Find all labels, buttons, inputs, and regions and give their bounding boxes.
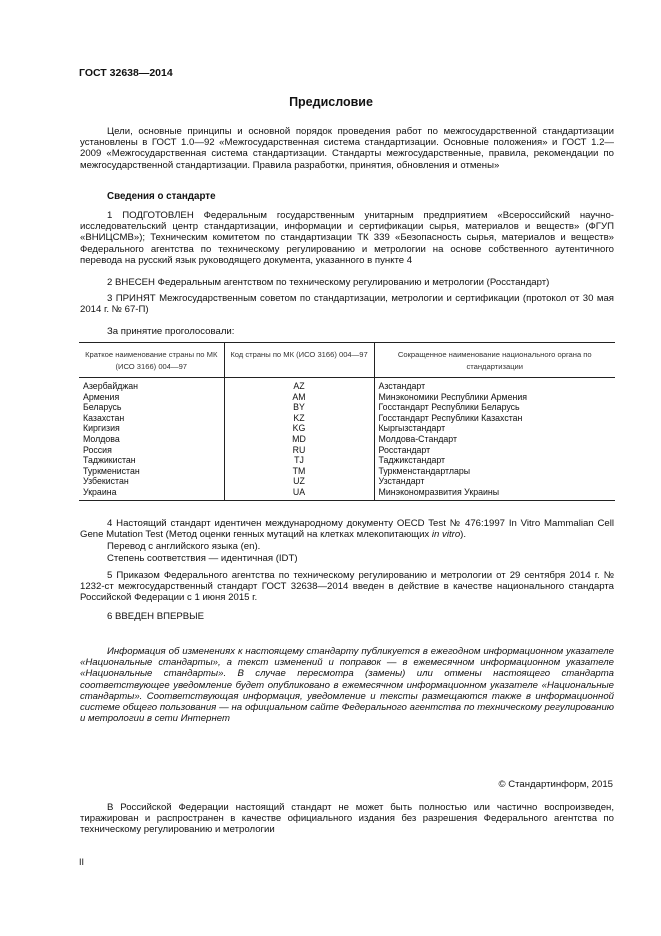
national-body: Молдова-Стандарт bbox=[374, 434, 615, 445]
table-row bbox=[79, 413, 615, 424]
country-code: AZ bbox=[224, 378, 374, 392]
country-code: UA bbox=[224, 487, 374, 500]
country-name: Туркменистан bbox=[83, 465, 140, 476]
national-body: Азстандарт bbox=[374, 378, 615, 392]
table-row bbox=[79, 455, 615, 466]
table-row bbox=[79, 392, 615, 403]
country-code: KG bbox=[224, 423, 374, 434]
standard-code: ГОСТ 32638—2014 bbox=[79, 67, 173, 79]
table-row bbox=[79, 476, 615, 487]
table-row bbox=[79, 434, 615, 445]
header-country-name: Краткое наименование страны по МК (ИСО 3166) 004—97 bbox=[79, 343, 224, 378]
national-body: Минэкономразвития Украины bbox=[374, 487, 615, 500]
country-name: Армения bbox=[83, 391, 120, 402]
national-body: Туркменстандартлары bbox=[374, 466, 615, 477]
voting-table bbox=[79, 342, 615, 501]
item-4-text: 4 Настоящий стандарт идентичен международному документу OECD Test № 476:1997 In Vitro Mammalian Cell Gene Mutation Test (Метод оценки генных мутаций на клетках млекопитающих bbox=[80, 518, 614, 541]
national-body: Госстандарт Республики Казахстан bbox=[374, 413, 615, 424]
table-row bbox=[79, 466, 615, 477]
item-1-prepared: 1 ПОДГОТОВЛЕН Федеральным государственным унитарным предприятием «Всероссийский научно-исследовательский центр стандартизации, информации и сертификации сырья, материалов и веществ» (ФГУП «ВНИЦСМВ»); Техническим комитетом по стандартизации ТК 339 «Безопасность сырья, материалов и веществ» Федерального агентства по техническому регулированию и метрологии на основе собственного аутентичного перевода на русский язык руководящего документа, указанного в пункте 4 bbox=[80, 210, 614, 266]
country-code: MD bbox=[224, 434, 374, 445]
national-body: Минэкономики Республики Армения bbox=[374, 392, 615, 403]
item-2-submitted: 2 ВНЕСЕН Федеральным агентством по техническому регулированию и метрологии (Росстандарт) bbox=[107, 277, 550, 288]
header-national-body: Сокращенное наименование национального органа по стандартизации bbox=[374, 343, 615, 378]
country-name: Россия bbox=[83, 444, 112, 455]
country-code: UZ bbox=[224, 476, 374, 487]
page-number: II bbox=[79, 857, 85, 867]
country-code: TM bbox=[224, 466, 374, 477]
country-name: Киргизия bbox=[83, 423, 120, 434]
country-name: Украина bbox=[79, 487, 224, 500]
table-row bbox=[79, 402, 615, 413]
item-6-introduced: 6 ВВЕДЕН ВПЕРВЫЕ bbox=[107, 611, 205, 622]
country-code: TJ bbox=[224, 455, 374, 466]
country-name: Азербайджан bbox=[83, 381, 138, 391]
table-row bbox=[79, 378, 615, 392]
country-name: Казахстан bbox=[83, 412, 125, 423]
copyright: © Стандартинформ, 2015 bbox=[498, 779, 613, 790]
page-title: Предисловие bbox=[289, 95, 373, 109]
item-5-order: 5 Приказом Федерального агентства по техническому регулированию и метрологии от 29 сентября 2014 г. № 1232-ст межгосударственный стандарт ГОСТ 32638—2014 введен в действие в качестве национального стандарта Российской Федерации с 1 июня 2015 г. bbox=[80, 570, 614, 604]
conformity-line: Степень соответствия — идентичная (IDT) bbox=[107, 553, 298, 564]
item-4-text-end: ). bbox=[460, 529, 467, 541]
reproduction-notice: В Российской Федерации настоящий стандарт не может быть полностью или частично воспроизведен, тиражирован и распространен в качестве официального издания без разрешения Федерального агентства по техническому регулированию и метрологии bbox=[80, 802, 614, 836]
table-row bbox=[79, 445, 615, 456]
country-code: AM bbox=[224, 392, 374, 403]
voted-label: За принятие проголосовали: bbox=[107, 326, 235, 337]
table-row bbox=[79, 423, 615, 434]
national-body: Кыргызстандарт bbox=[374, 423, 615, 434]
national-body: Узстандарт bbox=[374, 476, 615, 487]
national-body: Госстандарт Республики Беларусь bbox=[374, 402, 615, 413]
country-name: Таджикистан bbox=[83, 455, 136, 466]
table-row bbox=[79, 487, 615, 500]
country-name: Беларусь bbox=[83, 402, 122, 413]
country-name: Узбекистан bbox=[83, 476, 129, 487]
amendments-notice: Информация об изменениях к настоящему стандарту публикуется в ежегодном информационном указателе «Национальные стандарты», а текст изменений и поправок — в ежемесячном информационном указателе «Национальные стандарты». В случае пересмотра (замены) или отмены настоящего стандарта соответствующее уведомление будет опубликовано в ежемесячном информационном указателе «Национальные стандарты». Соответствующая информация, уведомление и тексты размещаются также в информационной системе общего пользования — на официальном сайте Федерального агентства по техническому регулированию и метрологии в сети Интернет bbox=[80, 646, 614, 725]
country-name: Молдова bbox=[83, 433, 120, 444]
intro-paragraph: Цели, основные принципы и основной порядок проведения работ по межгосударственной стандартизации установлены в ГОСТ 1.0—92 «Межгосударственная система стандартизации. Основные положения» и ГОСТ 1.2—2009 «Межгосударственная система стандартизации. Стандарты межгосударственные, правила, рекомендации по межгосударственной стандартизации. Правила разработки, принятия, обновления и отмены» bbox=[80, 126, 614, 171]
country-code: RU bbox=[224, 445, 374, 456]
header-country-code: Код страны по МК (ИСО 3166) 004—97 bbox=[224, 343, 374, 378]
item-4-italic: in vitro bbox=[431, 529, 461, 541]
info-heading: Сведения о стандарте bbox=[107, 191, 216, 202]
table-header-row bbox=[79, 343, 615, 378]
country-code: KZ bbox=[224, 413, 374, 424]
country-code: BY bbox=[224, 402, 374, 413]
item-3-adopted: 3 ПРИНЯТ Межгосударственным советом по стандартизации, метрологии и сертификации (протокол от 30 мая 2014 г. № 67-П) bbox=[80, 293, 614, 316]
translation-line: Перевод с английского языка (en). bbox=[107, 541, 261, 552]
national-body: Росстандарт bbox=[374, 445, 615, 456]
item-4-identical bbox=[80, 518, 614, 540]
national-body: Таджикстандарт bbox=[374, 455, 615, 466]
